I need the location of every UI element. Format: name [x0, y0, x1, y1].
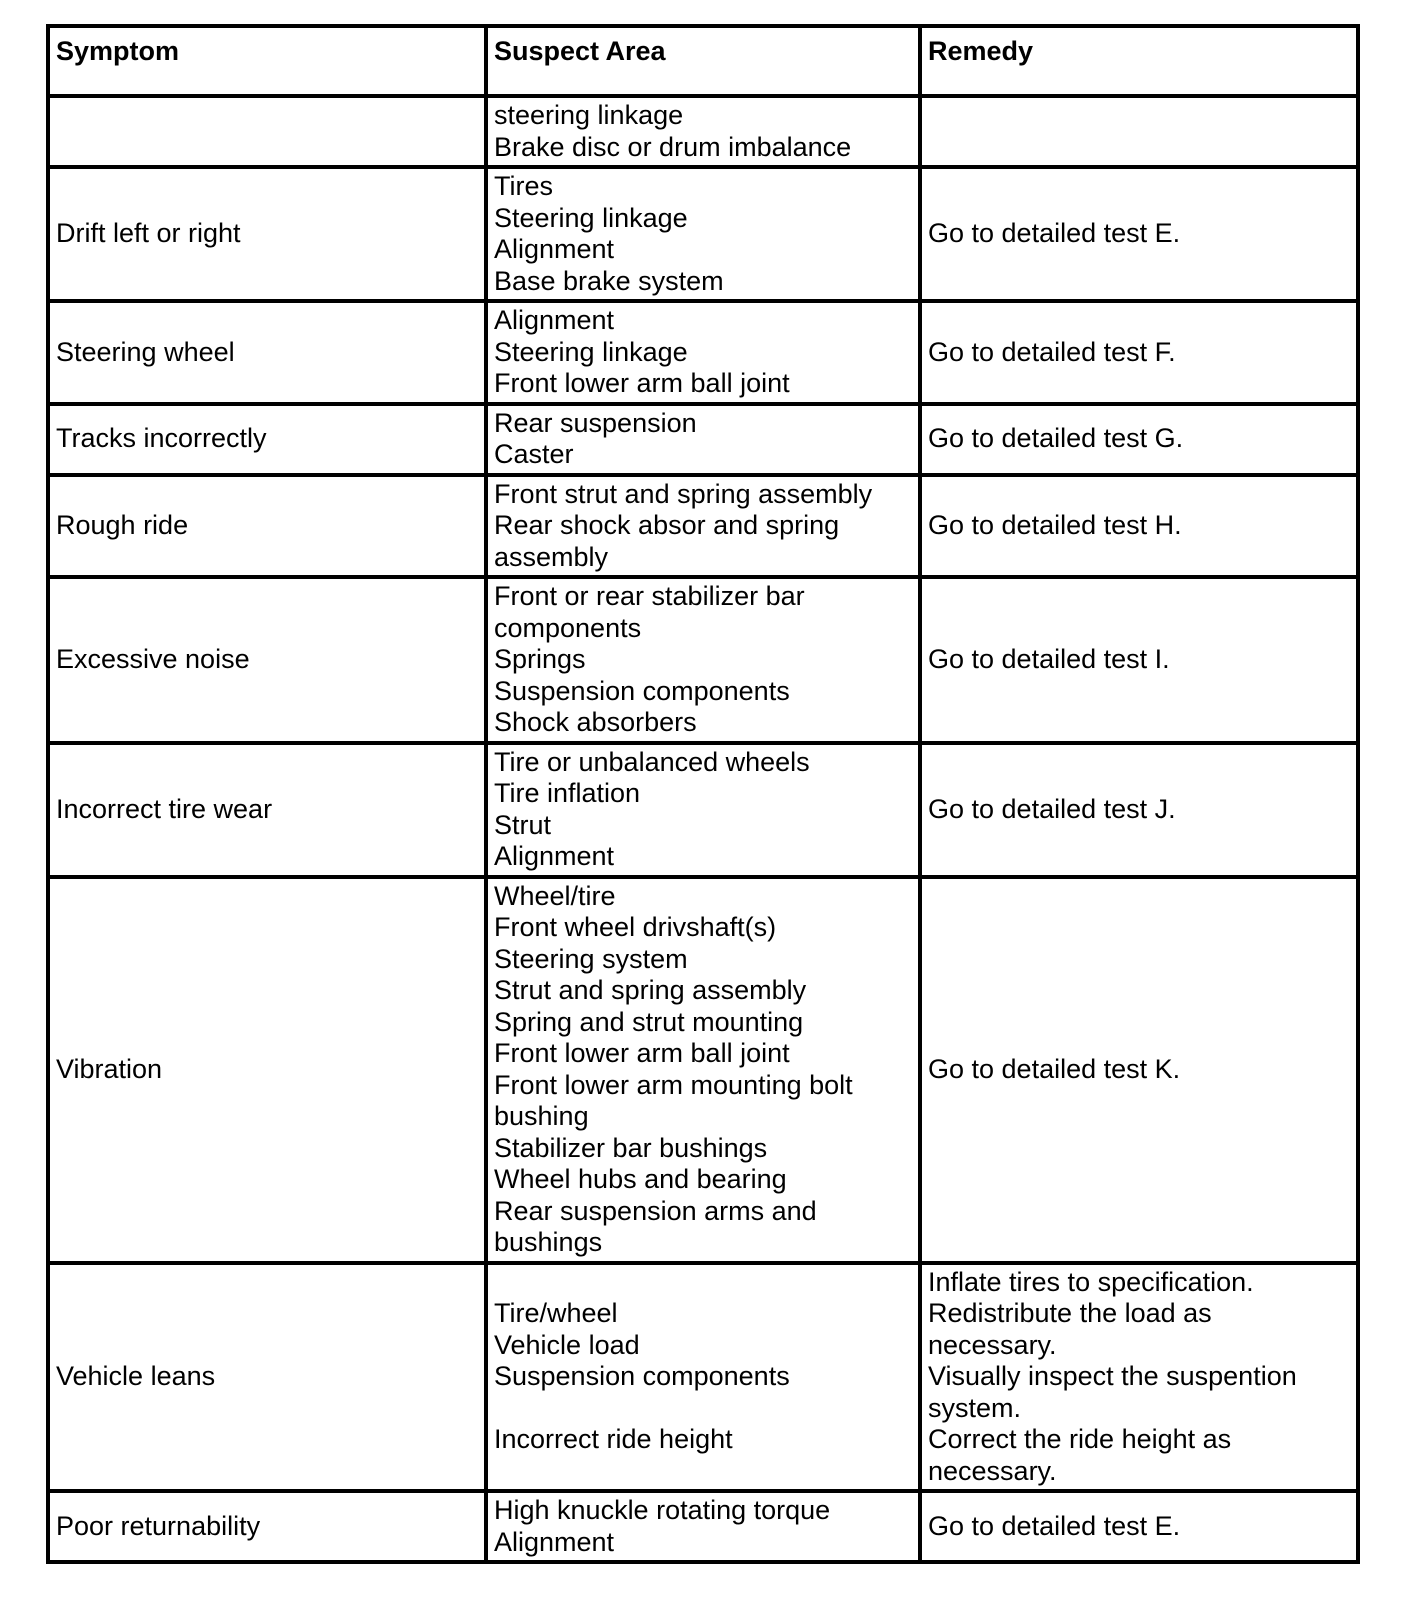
suspect-area-cell [486, 404, 920, 475]
remedy-line: Go to detailed test E. [928, 218, 1181, 249]
suspect-area-line: Wheel/tire [494, 880, 616, 911]
suspect-area-line: Rear shock absor and spring [494, 510, 840, 540]
remedy-line: system. [928, 1392, 1022, 1423]
suspect-area-line: Front lower arm mounting bolt [494, 1069, 853, 1100]
table-row [48, 404, 1358, 475]
suspect-area-line: Vehicle load [494, 1329, 640, 1360]
remedy-line: Go to detailed test K. [928, 1053, 1181, 1084]
remedy-cell [920, 877, 1358, 1263]
suspect-area-line: Rear suspension arms and [494, 1195, 817, 1226]
table-row [48, 1263, 1358, 1492]
suspect-area-line: Front strut and spring assembly [494, 478, 873, 509]
suspect-area-cell [486, 577, 920, 743]
suspect-area-line: Alignment [494, 305, 615, 335]
diagnosis-table [46, 24, 1360, 1564]
suspect-area-line: Brake disc or drum imbalance [494, 131, 852, 162]
header-suspect-area: Suspect Area [486, 26, 920, 96]
symptom-cell: Steering wheel [48, 301, 486, 404]
header-symptom: Symptom [48, 26, 486, 96]
remedy-line: Go to detailed test J. [928, 793, 1176, 824]
symptom-cell: Drift left or right [48, 167, 486, 301]
suspect-area-line: Tire inflation [494, 778, 641, 808]
suspect-area-cell [486, 743, 920, 877]
suspect-area-line: components [494, 612, 642, 643]
suspect-area-line: Stabilizer bar bushings [494, 1132, 768, 1163]
remedy-cell [920, 577, 1358, 743]
suspect-area-line: Front lower arm ball joint [494, 1038, 790, 1068]
remedy-cell [920, 96, 1358, 167]
suspect-area-cell [486, 167, 920, 301]
header-row [48, 26, 1358, 96]
remedy-line: Go to detailed test E. [928, 1510, 1181, 1541]
remedy-cell [920, 404, 1358, 475]
remedy-cell [920, 743, 1358, 877]
suspect-area-line: Springs [494, 644, 586, 674]
remedy-line: Go to detailed test I. [928, 644, 1170, 674]
suspect-area-line: Tire/wheel [494, 1298, 618, 1328]
symptom-cell: Excessive noise [48, 577, 486, 743]
table-row [48, 475, 1358, 578]
suspect-area-line: Front wheel drivshaft(s) [494, 912, 777, 942]
suspect-area-cell [486, 475, 920, 578]
remedy-cell [920, 301, 1358, 404]
suspect-area-line: assembly [494, 541, 609, 572]
remedy-line: Go to detailed test F. [928, 336, 1176, 367]
blank-line [494, 1393, 912, 1425]
suspect-area-line: Strut [494, 809, 552, 840]
suspect-area-line: Tires [494, 171, 553, 201]
header-remedy: Remedy [920, 26, 1358, 96]
symptom-cell: Poor returnability [48, 1491, 486, 1562]
suspect-area-line: Wheel hubs and bearing [494, 1164, 787, 1194]
remedy-cell [920, 167, 1358, 301]
symptom-cell: Vehicle leans [48, 1263, 486, 1492]
symptom-cell: Vibration [48, 877, 486, 1263]
suspect-area-line: Suspension components [494, 1361, 790, 1391]
table-row [48, 96, 1358, 167]
suspect-area-line: Steering linkage [494, 336, 688, 367]
suspect-area-line: Rear suspension [494, 407, 697, 438]
suspect-area-line: Spring and strut mounting [494, 1006, 804, 1037]
suspect-area-cell [486, 1491, 920, 1562]
symptom-cell: Incorrect tire wear [48, 743, 486, 877]
symptom-cell: Rough ride [48, 475, 486, 578]
suspect-area-line: Front or rear stabilizer bar [494, 581, 805, 611]
suspect-area-line: Alignment [494, 234, 615, 264]
remedy-line: Correct the ride height as [928, 1424, 1232, 1454]
remedy-line: Go to detailed test G. [928, 423, 1184, 454]
remedy-cell [920, 1491, 1358, 1562]
remedy-line: necessary. [928, 1329, 1057, 1360]
symptom-cell: Tracks incorrectly [48, 404, 486, 475]
suspect-area-line: Tire or unbalanced wheels [494, 746, 810, 777]
suspect-area-line: Alignment [494, 841, 615, 871]
table-row [48, 1491, 1358, 1562]
suspect-area-line: High knuckle rotating torque [494, 1495, 831, 1525]
suspect-area-line: Base brake system [494, 265, 724, 296]
remedy-cell [920, 1263, 1358, 1492]
suspect-area-line: bushings [494, 1227, 603, 1257]
symptom-cell [48, 96, 486, 167]
suspect-area-line: Steering system [494, 943, 688, 974]
remedy-line: Visually inspect the suspention [928, 1361, 1297, 1391]
remedy-line: necessary. [928, 1455, 1057, 1486]
suspect-area-line: Caster [494, 439, 574, 469]
suspect-area-line: Strut and spring assembly [494, 975, 807, 1005]
suspect-area-cell [486, 96, 920, 167]
suspect-area-line: steering linkage [494, 100, 684, 130]
table-row [48, 167, 1358, 301]
remedy-line: Redistribute the load as [928, 1298, 1212, 1328]
suspect-area-cell [486, 877, 920, 1263]
table-body [48, 96, 1358, 1562]
remedy-cell [920, 475, 1358, 578]
table-row [48, 577, 1358, 743]
suspect-area-line: Incorrect ride height [494, 1424, 733, 1454]
remedy-line: Inflate tires to specification. [928, 1266, 1254, 1297]
suspect-area-line: bushing [494, 1101, 589, 1131]
table-row [48, 743, 1358, 877]
suspect-area-line: Suspension components [494, 675, 790, 706]
remedy-line: Go to detailed test H. [928, 510, 1182, 540]
suspect-area-line: Shock absorbers [494, 707, 697, 737]
suspect-area-line: Front lower arm ball joint [494, 368, 790, 398]
suspect-area-line: Alignment [494, 1526, 615, 1557]
suspect-area-cell [486, 1263, 920, 1492]
suspect-area-line: Steering linkage [494, 202, 688, 233]
suspect-area-cell [486, 301, 920, 404]
table-row [48, 301, 1358, 404]
table-row [48, 877, 1358, 1263]
